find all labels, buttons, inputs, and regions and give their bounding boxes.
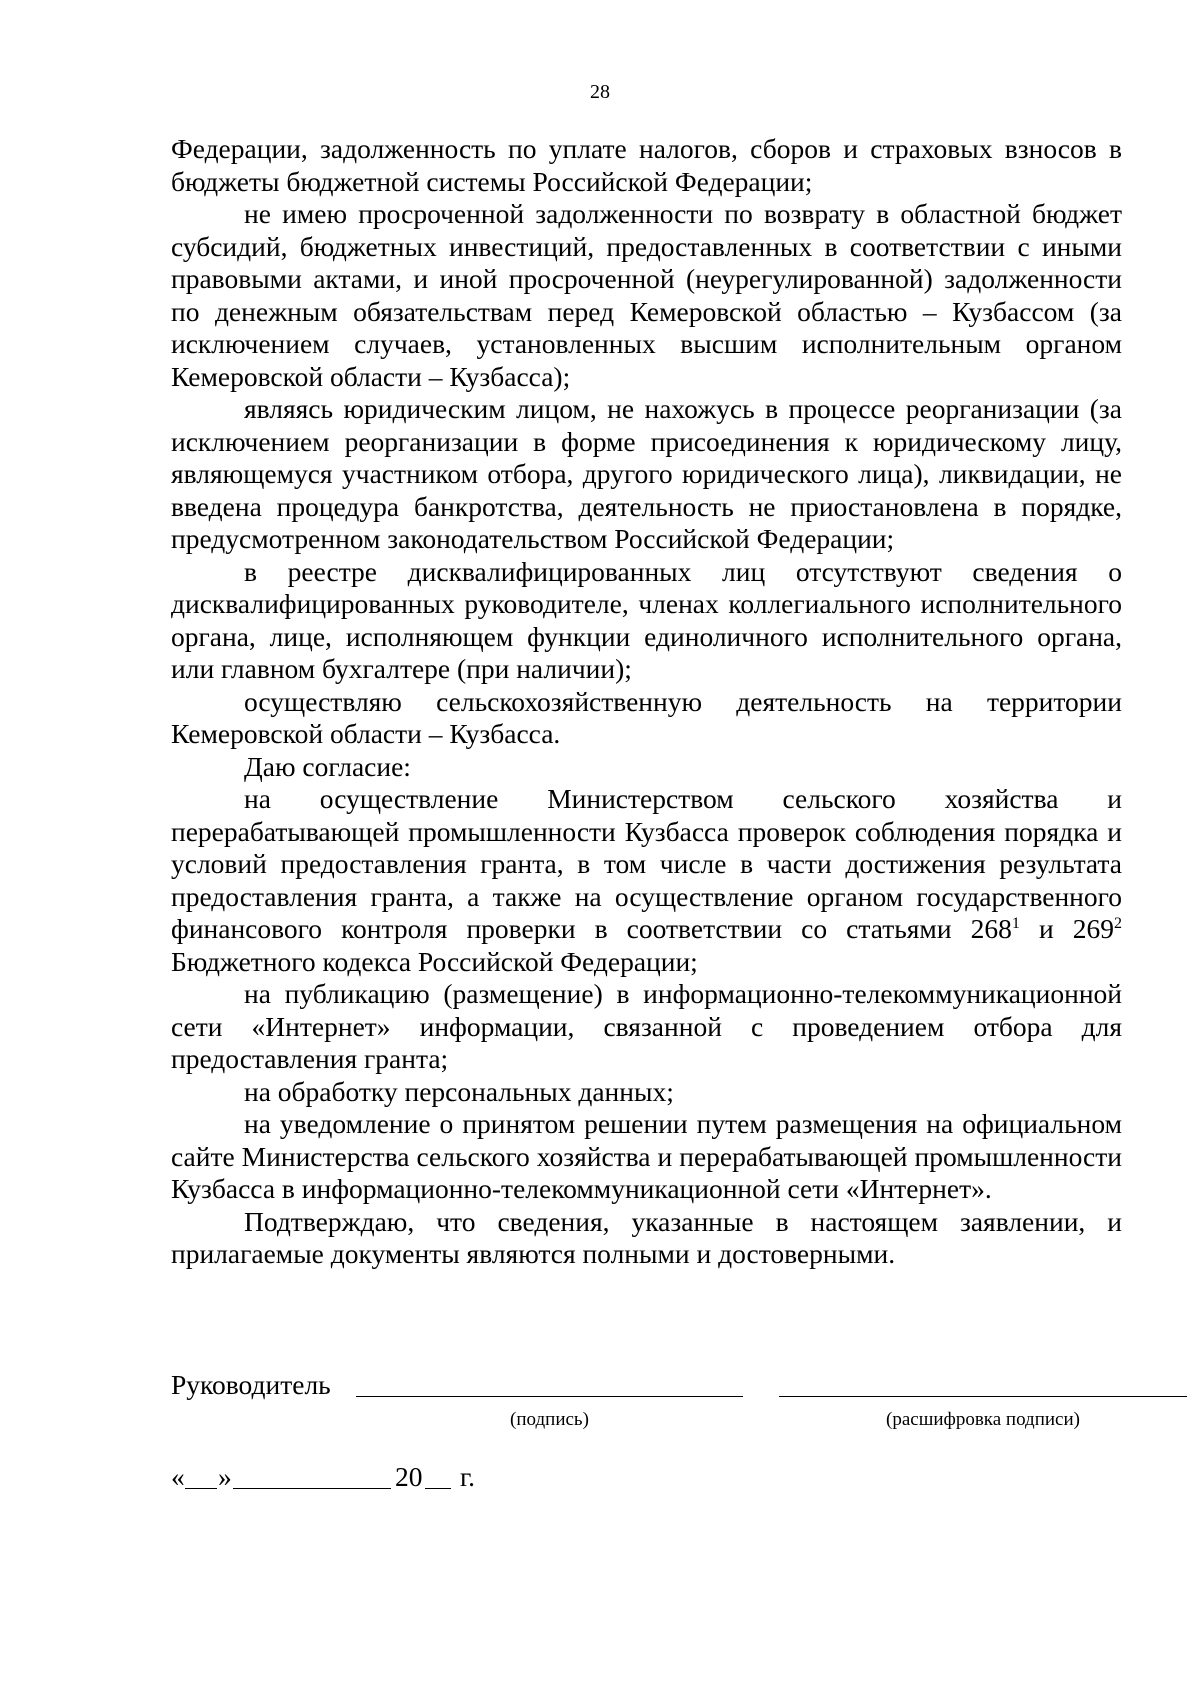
signature-line	[356, 1396, 743, 1397]
date-year-suffix: г.	[460, 1461, 476, 1492]
consent-checks-text-1: на осуществление Министерством сельского хозяйства и перерабатывающей промышленности Кузбасса проверок соблюдения порядка и условий предоставления гранта, в том числе в части достижения результата предоставления гранта, а также на осуществление органом государственного финансового контроля проверки в соответствии со статьями 268	[171, 783, 1122, 944]
superscript-2: 2	[1114, 915, 1122, 932]
superscript-1: 1	[1011, 915, 1020, 932]
date-close-quote: »	[218, 1461, 232, 1492]
paragraph-3: являясь юридическим лицом, не нахожусь в процессе реорганизации (за исключением реорганизации в форме присоединения к юридическому лицу, являющемуся участником отбора, другого юридического лица), ликвидации, не введена процедура банкротства, деятельность не приостановлена в порядке, предусмотренном законодательством Российской Федерации;	[171, 393, 1122, 554]
paragraph-confirmation: Подтверждаю, что сведения, указанные в настоящем заявлении, и прилагаемые документы являются полными и достоверными.	[171, 1205, 1122, 1269]
signature-block	[171, 1368, 1122, 1438]
signature-caption: (подпись)	[510, 1409, 589, 1430]
page-number: 28	[590, 81, 610, 103]
paragraph-consent-checks	[171, 783, 1122, 978]
paragraph-5: осуществляю сельскохозяйственную деятельность на территории Кемеровской области – Кузбасса.	[171, 685, 1122, 749]
paragraph-consent-notification: на уведомление о принятом решении путем размещения на официальном сайте Министерства сельского хозяйства и перерабатывающей промышленности Кузбасса в информационно-телекоммуникационной сети «Интернет».	[171, 1108, 1122, 1204]
date-open-quote: «	[171, 1461, 185, 1492]
paragraph-consent-heading: Даю согласие:	[244, 750, 411, 782]
paragraph-2: не имею просроченной задолженности по возврату в областной бюджет субсидий, бюджетных инвестиций, предоставленных в соответствии с иными правовыми актами, и иной просроченной (неурегулированной) задолженности по денежным обязательствам перед Кемеровской областью – Кузбассом (за исключением случаев, установленных высшим исполнительным органом Кемеровской области – Кузбасса);	[171, 198, 1122, 392]
date-month-line	[233, 1488, 391, 1489]
document-body	[171, 133, 1122, 1271]
paragraph-4: в реестре дисквалифицированных лиц отсутствуют сведения о дисквалифицированных руководителе, членах коллегиального исполнительного органа, лице, исполняющем функции единоличного исполнительного органа, или главном бухгалтере (при наличии);	[171, 555, 1122, 684]
paragraph-consent-personal-data: на обработку персональных данных;	[244, 1075, 674, 1107]
signature-decoding-line	[779, 1396, 1187, 1397]
signature-decoding-caption: (расшифровка подписи)	[886, 1409, 1080, 1430]
date-year-line	[425, 1488, 451, 1489]
date-day-line	[185, 1488, 217, 1489]
date-block	[171, 1460, 671, 1500]
date-year-prefix: 20	[395, 1461, 423, 1492]
paragraph-1: Федерации, задолженность по уплате налогов, сборов и страховых взносов в бюджеты бюджетной системы Российской Федерации;	[171, 133, 1122, 197]
consent-checks-text-3: Бюджетного кодекса Российской Федерации;	[171, 945, 698, 977]
signature-label: Руководитель	[171, 1369, 331, 1400]
consent-checks-text-2: и 269	[1019, 913, 1114, 944]
paragraph-consent-publication: на публикацию (размещение) в информационно-телекоммуникационной сети «Интернет» информации, связанной с проведением отбора для предоставления гранта;	[171, 978, 1122, 1074]
